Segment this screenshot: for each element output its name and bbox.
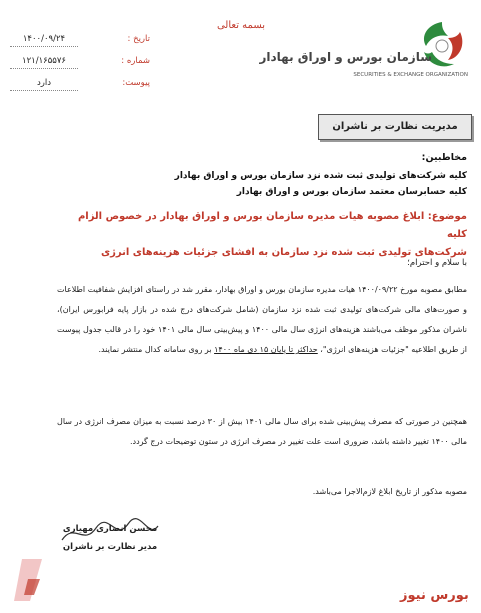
attachment-label: پیوست: (122, 78, 150, 88)
deadline-text: حداکثر تا پایان ۱۵ دی ماه ۱۴۰۰ (214, 345, 318, 354)
subject-line-2: شرکت‌های تولیدی ثبت شده نزد سازمان به افشای جزئیات هزینه‌های انرژی (101, 247, 467, 258)
paragraph-3: مصوبه مذکور از تاریخ ابلاغ لازم‌الاجرا می‌باشد. (312, 487, 467, 496)
date-dots (10, 46, 78, 47)
addressees-list (57, 168, 467, 200)
department-banner: مدیریت نظارت بر ناشران (318, 114, 472, 140)
signatory-title: مدیر نظارت بر ناشران (62, 542, 158, 552)
paragraph-1 (57, 280, 467, 360)
number-dots (10, 68, 78, 69)
org-name-fa: سازمان بورس و اوراق بهادار (259, 50, 432, 64)
number-row (10, 56, 150, 78)
letter-meta (10, 34, 150, 100)
greeting: با سلام و احترام؛ (407, 258, 467, 268)
basmala: بسمه تعالی (216, 20, 266, 31)
watermark: بورس نیوز (400, 588, 469, 603)
signatory-name: محسن انصاری مهیاری (62, 524, 158, 534)
subject-line-1: موضوع: ابلاغ مصوبه هیات مدیره سازمان بورس و اوراق بهادار در خصوص الزام کلیه (77, 211, 467, 240)
date-label: تاریخ : (127, 34, 150, 44)
paragraph-1-end: بر روی سامانه کدال منتشر نمایند. (98, 345, 212, 354)
attachment-value: دارد (36, 78, 52, 88)
addressee-2: کلیه حسابرسان معتمد سازمان بورس و اوراق بهادار (236, 187, 467, 197)
seo-logo-icon (412, 16, 472, 74)
attachment-row (10, 78, 150, 100)
subject (57, 208, 467, 262)
number-label: شماره : (121, 56, 150, 66)
date-row (10, 34, 150, 56)
org-name-en: SECURITIES & EXCHANGE ORGANIZATION (353, 72, 468, 78)
decorative-mark-icon (8, 555, 48, 605)
number-value: ۱۲۱/۱۶۵۵۷۶ (22, 56, 66, 66)
date-value: ۱۴۰۰/۰۹/۲۴ (22, 34, 66, 44)
attachment-dots (10, 90, 78, 91)
paragraph-1-text: مطابق مصوبه مورخ ۱۴۰۰/۰۹/۲۲ هیات مدیره سازمان بورس و اوراق بهادار، مقرر شد در راستای افزایش شفافیت اطلاعات و صورت‌های مالی شرکت‌های تولیدی ثبت شده نزد سازمان (شامل شرکت‌های درج شده در بازار پایه فرابورس ایران)، ناشران مذکور موظف می‌باشند هزینه‌های انرژی سال مالی ۱۴۰۰ و پیش‌بینی سال مالی ۱۴۰۱ خود را در قالب جدول پیوست از طریق اطلاعیه "جزئیات هزینه‌های انرژی"، (57, 285, 468, 354)
org-logo (259, 16, 472, 96)
addressee-1: کلیه شرکت‌های تولیدی ثبت شده نزد سازمان بورس و اوراق بهادار (174, 171, 467, 181)
paragraph-2: همچنین در صورتی که مصرف پیش‌بینی شده برای سال مالی ۱۴۰۱ بیش از ۳۰ درصد نسبت به میزان مصرف انرژی در سال مالی ۱۴۰۰ تغییر داشته باشد، ضروری است علت تغییر در مصرف انرژی در ستون توضیحات درج گردد. (57, 417, 468, 446)
signature-block (60, 520, 160, 556)
addressees-title: مخاطبین: (421, 152, 467, 163)
